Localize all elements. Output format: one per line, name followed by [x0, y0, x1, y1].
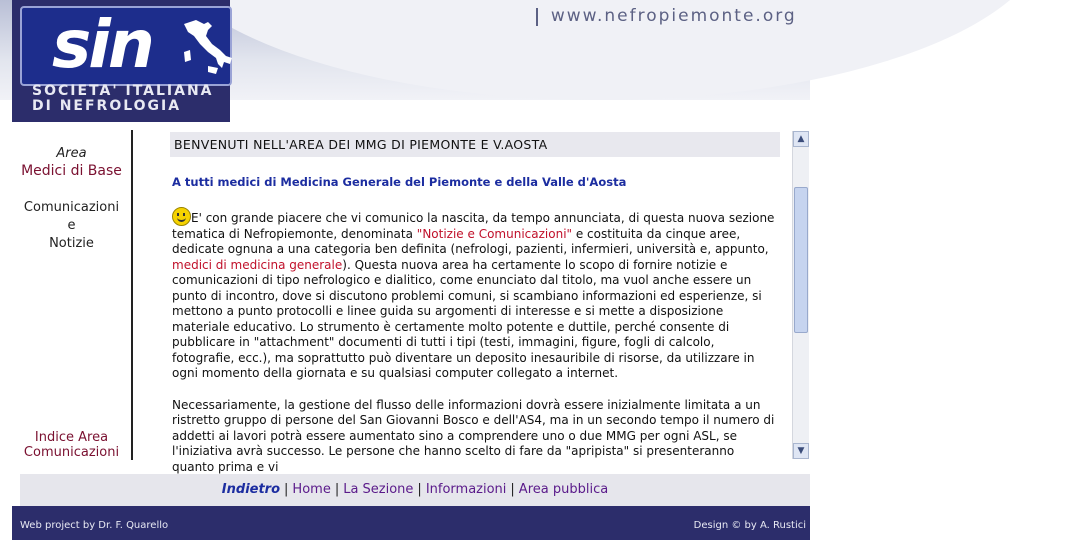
welcome-heading: BENVENUTI NELL'AREA DEI MMG DI PIEMONTE E V.AOSTA	[170, 132, 780, 157]
highlight-notizie: "Notizie e Comunicazioni"	[416, 226, 573, 241]
paragraph-1: E' con grande piacere che vi comunico la nascita, da tempo annunciata, di questa nuova sezione tematica di Nefropiemonte, denominata "Notizie e Comunicazioni" e costituita da cinque aree, dedicate ognuna a una categoria ben definita (nefrologi, pazienti, infermieri, università e, appunto, medici di medicina generale). Questa nuova area ha certamente lo scopo di fornire notizie e comunicazioni di tipo nefrologico e dialitico, come enunciato dal titolo, ma vuol anche essere un punto di incontro, dove si discutono problemi comuni, si scambiano informazioni ed esperienze, si mettono a punto protocolli e linee guida su argomenti di interesse e si mette a disposizione materiale educativo. Lo strumento è certamente molto potente e duttile, perché consente di pubblicare in "attachment" documenti di tutti i tipi (testi, immagini, figure, fogli di calcolo, fotografie, ecc.), ma soprattutto può diventare un deposito inesauribile di risorse, da utilizzare in ogni momento della giornata e su qualsiasi computer collegato a internet.	[170, 207, 776, 382]
footer-credit-right: Design © by A. Rustici	[693, 520, 806, 531]
nav-home-link[interactable]: Home	[292, 482, 331, 497]
footer-credit-left: Web project by Dr. F. Quarello	[20, 520, 169, 531]
org-name-line2: DI NEFROLOGIA	[32, 98, 182, 114]
index-link-line1: Indice Area	[34, 430, 109, 445]
content-frame[interactable]	[170, 130, 790, 474]
scroll-up-icon[interactable]: ▲	[793, 131, 809, 147]
index-link-line2: Comunicazioni	[23, 445, 120, 460]
site-footer	[12, 506, 810, 540]
nav-back-link[interactable]: Indietro	[221, 482, 281, 497]
smiley-icon	[172, 207, 191, 226]
site-header	[0, 0, 810, 122]
section-title-line1: Comunicazioni	[23, 200, 120, 215]
scroll-down-icon[interactable]: ▼	[793, 443, 809, 459]
nav-public-link[interactable]: Area pubblica	[518, 482, 609, 497]
org-name	[32, 84, 214, 114]
content-subtitle: A tutti medici di Medicina Generale del Piemonte e della Valle d'Aosta	[172, 175, 627, 189]
paragraph-2: Necessariamente, la gestione del flusso delle informazioni dovrà essere inizialmente limitata a un ristretto gruppo di persone del San Giovanni Bosco e dell'AS4, ma in un secondo tempo il numero di addetti ai lavori potrà essere aumentato sino a comprendere uno o due MMG per ogni ASL, se l'iniziativa avrà successo. Le persone che hanno scelto di fare da "apripista" si presenteranno quanto prima e vi	[172, 397, 775, 474]
italy-map-icon	[178, 18, 236, 82]
index-link[interactable]	[12, 430, 131, 460]
scroll-thumb[interactable]	[794, 187, 808, 333]
nav-info-link[interactable]: Informazioni	[425, 482, 507, 497]
nav-separator: |	[334, 482, 340, 497]
bottom-nav	[20, 474, 810, 506]
site-url: www.nefropiemonte.org	[550, 6, 797, 26]
left-sidebar	[12, 130, 133, 460]
org-name-line1: SOCIETA' ITALIANA	[32, 83, 214, 99]
sin-logo[interactable]	[20, 6, 232, 86]
area-title: Medici di Base	[21, 163, 122, 179]
nav-separator: |	[284, 482, 289, 497]
nav-section-link[interactable]: La Sezione	[343, 482, 414, 497]
nav-separator: |	[510, 482, 515, 497]
content-scrollbar[interactable]	[792, 131, 809, 459]
area-label: Area	[56, 146, 87, 161]
section-title-line3: Notizie	[49, 236, 94, 251]
logo-text: sin	[52, 6, 152, 83]
nav-separator: |	[417, 482, 422, 497]
section-title-line2: e	[67, 218, 76, 233]
highlight-medici: medici di medicina generale	[172, 257, 343, 272]
section-title	[12, 199, 131, 253]
